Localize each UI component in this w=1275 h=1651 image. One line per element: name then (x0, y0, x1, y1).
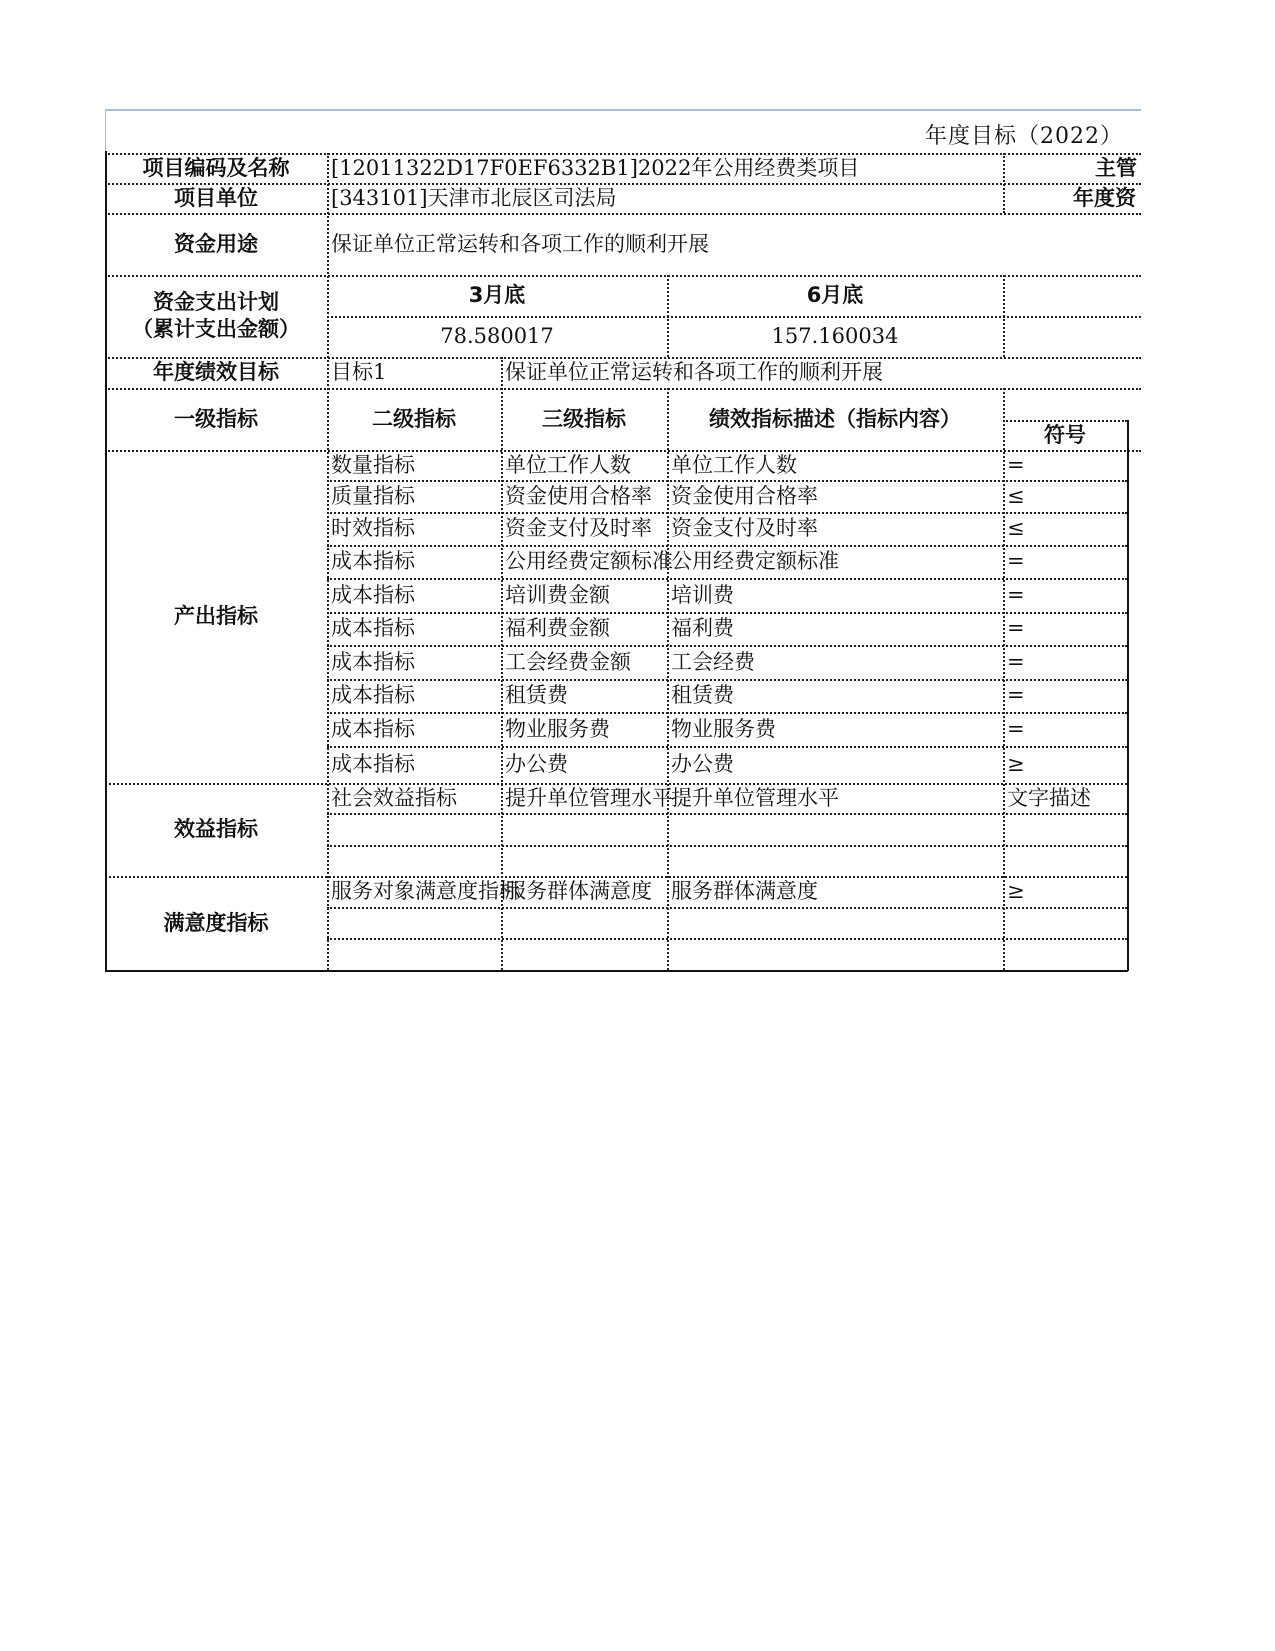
symbol-cell: 文字描述 (1007, 785, 1091, 810)
description-cell: 福利费 (671, 616, 734, 640)
label-project-code-name: 项目编码及名称 (142, 155, 290, 180)
row-divider (105, 783, 1127, 785)
goal-text: 保证单位正常运转和各项工作的顺利开展 (505, 360, 883, 384)
group-satisfaction: 满意度指标 (163, 910, 269, 935)
description-cell (667, 907, 1003, 938)
description-cell: 资金支付及时率 (671, 516, 818, 540)
row-divider (327, 938, 1127, 940)
level2-cell: 社会效益指标 (331, 785, 457, 810)
row-divider (327, 480, 1127, 482)
title-bar (105, 109, 1141, 151)
col-header-level3: 三级指标 (542, 406, 626, 431)
level3-cell: 资金使用合格率 (505, 483, 652, 508)
description-cell: 培训费 (671, 582, 734, 607)
description-cell: 工会经费 (671, 649, 755, 674)
row-divider (327, 907, 1127, 909)
description-cell (667, 845, 1003, 876)
description-cell: 租赁费 (671, 683, 734, 707)
level3-cell (501, 938, 667, 970)
symbol-cell: ≤ (1007, 516, 1025, 540)
level3-cell (501, 813, 667, 845)
label-fund-plan (105, 275, 327, 357)
label-fund-use: 资金用途 (174, 231, 258, 256)
row-divider (327, 679, 1127, 681)
level2-cell: 质量指标 (331, 483, 415, 508)
row-divider (327, 845, 1127, 847)
row-divider (105, 213, 1141, 215)
level2-cell: 成本指标 (331, 582, 415, 607)
level2-cell: 时效指标 (331, 516, 415, 540)
row-divider (1003, 420, 1127, 422)
level2-cell: 成本指标 (331, 683, 415, 707)
symbol-cell: ≥ (1007, 879, 1025, 903)
goal-id: 目标1 (331, 360, 387, 384)
symbol-cell: ≥ (1007, 752, 1025, 776)
symbol-cell (1003, 845, 1127, 876)
row-divider (327, 545, 1127, 547)
label-fund-plan-line2: （累计支出金额） (132, 317, 300, 341)
page-title: 年度目标（2022） (925, 124, 1123, 149)
col-divider (667, 275, 669, 357)
level3-cell: 资金支付及时率 (505, 516, 652, 540)
description-cell: 公用经费定额标准 (671, 549, 839, 573)
col-divider (1003, 275, 1005, 357)
row-divider (327, 612, 1127, 614)
row-divider (327, 746, 1127, 748)
symbol-cell: = (1007, 616, 1025, 640)
level2-cell: 成本指标 (331, 549, 415, 573)
level3-cell: 服务群体满意度 (505, 879, 652, 903)
group-output: 产出指标 (174, 604, 258, 628)
level2-cell (327, 813, 501, 845)
symbol-cell: = (1007, 549, 1025, 573)
label-annual-goal: 年度绩效目标 (153, 360, 279, 384)
value-fund-use: 保证单位正常运转和各项工作的顺利开展 (331, 231, 709, 256)
symbol-cell (1003, 938, 1127, 970)
description-cell: 物业服务费 (671, 716, 776, 741)
value-project-unit: [343101]天津市北辰区司法局 (331, 185, 617, 210)
plan-value-mar: 78.580017 (440, 324, 554, 348)
table-right-border (1127, 420, 1129, 971)
level2-cell: 成本指标 (331, 752, 415, 776)
level3-cell: 办公费 (505, 752, 568, 776)
col-divider (667, 388, 669, 970)
level3-cell: 培训费金额 (505, 582, 610, 607)
symbol-cell: = (1007, 452, 1025, 477)
col-divider (1003, 388, 1005, 970)
row-divider (105, 388, 1141, 390)
row-divider (105, 183, 1141, 185)
label-annual-fund: 年度资 (1073, 185, 1136, 210)
symbol-cell (1003, 813, 1127, 845)
symbol-cell: = (1007, 683, 1025, 707)
level3-cell: 租赁费 (505, 683, 568, 707)
row-divider (327, 512, 1127, 514)
description-cell (667, 813, 1003, 845)
table-bottom-border (105, 970, 1128, 972)
col-divider (501, 357, 503, 970)
level2-cell: 成本指标 (331, 616, 415, 640)
level3-cell: 工会经费金额 (505, 649, 631, 674)
col-header-level1: 一级指标 (174, 406, 258, 431)
table-left-border (105, 151, 107, 971)
description-cell: 办公费 (671, 752, 734, 776)
description-cell: 资金使用合格率 (671, 483, 818, 508)
row-divider (327, 316, 1141, 318)
label-fund-plan-line1: 资金支出计划 (153, 290, 279, 314)
description-cell: 服务群体满意度 (671, 879, 818, 903)
label-supervisor: 主管 (1095, 155, 1137, 180)
symbol-cell (1003, 907, 1127, 938)
level3-cell: 福利费金额 (505, 616, 610, 640)
description-cell (667, 938, 1003, 970)
label-project-unit: 项目单位 (174, 185, 258, 210)
plan-header-jun: 6月底 (806, 283, 864, 307)
level3-cell: 提升单位管理水平 (505, 785, 673, 810)
row-divider (105, 275, 1141, 277)
symbol-cell: = (1007, 649, 1025, 674)
level3-cell (501, 845, 667, 876)
row-divider (105, 450, 1141, 452)
level3-cell: 物业服务费 (505, 716, 610, 741)
symbol-cell: ≤ (1007, 483, 1025, 508)
col-header-level2: 二级指标 (372, 406, 456, 431)
level2-cell: 成本指标 (331, 649, 415, 674)
level2-cell: 数量指标 (331, 452, 415, 477)
col-divider (327, 153, 329, 970)
level2-cell (327, 845, 501, 876)
plan-header-mar: 3月底 (468, 283, 526, 307)
symbol-cell: = (1007, 716, 1025, 741)
value-project-code-name: [12011322D17F0EF6332B1]2022年公用经费类项目 (331, 155, 860, 180)
row-divider (327, 813, 1127, 815)
level3-cell: 单位工作人数 (505, 452, 631, 477)
level2-cell: 服务对象满意度指标 (331, 879, 520, 903)
row-divider (105, 876, 1127, 878)
col-header-symbol: 符号 (1044, 422, 1086, 447)
symbol-cell: = (1007, 582, 1025, 607)
level3-cell: 公用经费定额标准 (505, 549, 673, 573)
row-divider (327, 578, 1127, 580)
level2-cell (327, 938, 501, 970)
row-divider (327, 712, 1127, 714)
row-divider (105, 153, 1141, 155)
level3-cell (501, 907, 667, 938)
description-cell: 提升单位管理水平 (671, 785, 839, 810)
description-cell: 单位工作人数 (671, 452, 797, 477)
row-divider (327, 645, 1127, 647)
level2-cell (327, 907, 501, 938)
plan-value-jun: 157.160034 (771, 324, 899, 348)
group-benefit: 效益指标 (174, 817, 258, 841)
col-header-description: 绩效指标描述（指标内容） (709, 406, 961, 431)
level2-cell: 成本指标 (331, 716, 415, 741)
col-divider (1003, 153, 1005, 213)
row-divider (105, 357, 1141, 359)
